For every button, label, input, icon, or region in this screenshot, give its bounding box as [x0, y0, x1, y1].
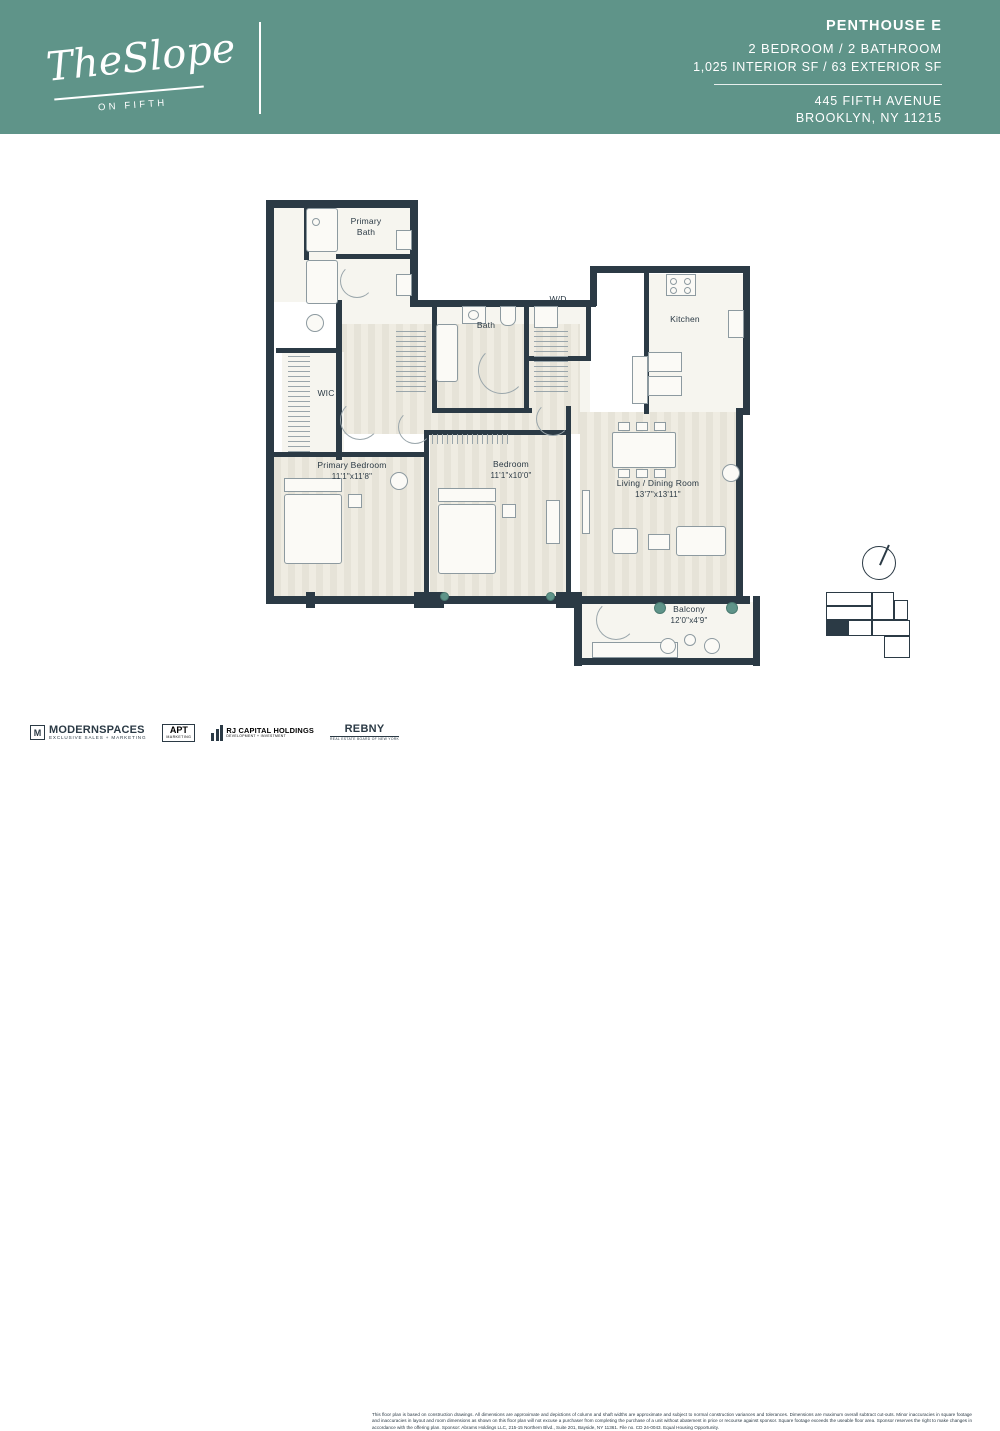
partition-bedroom-east — [566, 430, 571, 598]
balcony-wall-east — [753, 596, 760, 666]
sofa — [676, 526, 726, 556]
logo-rj-capital[interactable] — [211, 725, 314, 741]
dining-table — [612, 432, 676, 468]
kitchen-island — [632, 356, 648, 404]
planter-living-window — [546, 592, 555, 601]
burner-icon-1 — [670, 278, 677, 285]
key-plan-block-5 — [872, 620, 910, 636]
balcony-door-swing — [596, 600, 636, 640]
label-bedroom: Bedroom 11'1"x10'0" — [490, 459, 532, 480]
label-primary-bath: Primary Bath — [350, 216, 382, 237]
dining-chair-2 — [636, 422, 648, 431]
key-plan-block-6 — [884, 636, 910, 658]
wic-hatch — [288, 356, 310, 452]
window-marker-1 — [306, 592, 315, 608]
partition-wd-east — [586, 300, 591, 360]
key-plan-block-4 — [848, 620, 872, 636]
shower-drain-icon — [312, 218, 320, 226]
exterior-wall-north-left — [266, 200, 418, 208]
closet-hatch-1 — [396, 330, 426, 392]
coffee-table — [648, 534, 670, 550]
window-marker-3 — [556, 592, 582, 608]
project-logo-subtitle: ON FIFTH — [97, 97, 168, 114]
logo-apt-marketing[interactable] — [162, 724, 195, 741]
modern-spaces-tagline: EXCLUSIVE SALES + MARKETING — [49, 735, 147, 741]
armchair — [612, 528, 638, 554]
key-plan-block-1 — [826, 592, 872, 606]
apt-tagline: MARKETING — [166, 734, 192, 739]
partition-wic-top — [276, 348, 342, 353]
exterior-wall-east-upper — [743, 266, 750, 414]
label-bath: Bath — [476, 320, 496, 330]
address-line-1: 445 FIFTH AVENUE — [814, 94, 942, 108]
header-banner — [0, 0, 1000, 134]
dining-chair-1 — [618, 422, 630, 431]
bedroom-door-swing — [536, 402, 570, 436]
bedroom-dresser — [546, 500, 560, 544]
balcony-chair-2 — [704, 638, 720, 654]
primary-nightstand — [348, 494, 362, 508]
burner-icon-3 — [670, 287, 677, 294]
legal-disclaimer: This floor plan is based on construction drawings. All dimensions are approximate and depictions of column and shaft widths are approximate and subject to normal construction variances and tolerances. Dimensions are maximum overall subtract cut-outs. Minor inaccuracies in square footage and inaccuracies in layout and room dimensions as shown on this floor plan will not excuse a purchaser from completing the purchase of a unit without abatement in price or recourse against sponsor. Square footage exceeds the useable floor area. Sponsor reserves the right to make changes in accordance with the offering plan. Sponsor: Abrams Holdings LLC, 215-15 Northern Blvd., Suite 201, Bayside, NY 11361. File no. CD 24-0043. Equal Housing Opportunity. — [372, 1412, 972, 1430]
exterior-wall-east — [736, 408, 743, 604]
dining-chair-6 — [654, 469, 666, 478]
partition-primary-bedroom-north — [272, 452, 428, 457]
wic-door-swing — [340, 400, 380, 440]
header-divider — [259, 22, 261, 114]
unit-info — [693, 18, 942, 125]
exterior-wall-south — [266, 596, 750, 604]
bedroom-closet-hatch — [432, 434, 510, 444]
unit-bedrooms-bathrooms: 2 BEDROOM / 2 BATHROOM — [748, 41, 942, 56]
logo-rebny[interactable] — [330, 724, 399, 742]
bath-sink-icon — [468, 310, 479, 320]
balcony-chair-1 — [660, 638, 676, 654]
key-plan-block-2 — [826, 606, 872, 620]
apt-name: APT — [169, 725, 188, 736]
dining-chair-4 — [618, 469, 630, 478]
balcony-wall-south — [574, 658, 760, 665]
burner-icon-4 — [684, 287, 691, 294]
footer-logos — [30, 716, 399, 750]
label-living-dining: Living / Dining Room 13'7"x13'11" — [616, 478, 700, 499]
rebny-tagline: REAL ESTATE BOARD OF NEW YORK — [330, 737, 400, 742]
rj-capital-tagline: DEVELOPMENT + INVESTMENT — [226, 734, 287, 739]
dining-chair-3 — [654, 422, 666, 431]
logo-modern-spaces[interactable] — [30, 725, 146, 741]
bathtub — [436, 324, 458, 382]
rj-capital-mark — [211, 725, 223, 741]
exterior-wall-west — [266, 200, 274, 604]
rj-capital-name: RJ CAPITAL HOLDINGS — [226, 726, 315, 736]
label-washer-dryer: W/D — [549, 294, 567, 304]
unit-square-footage: 1,025 INTERIOR SF / 63 EXTERIOR SF — [693, 60, 942, 74]
footer — [0, 700, 1000, 1430]
balcony-table — [684, 634, 696, 646]
closet-hatch-2 — [534, 330, 568, 392]
key-plan-highlight-unit — [826, 620, 848, 636]
compass-needle — [879, 545, 889, 566]
rebny-name: REBNY — [344, 722, 385, 735]
planter-bedroom-window — [440, 592, 449, 601]
label-primary-bedroom: Primary Bedroom 11'1"x11'8" — [317, 460, 387, 481]
key-plan — [826, 586, 936, 666]
partition-primary-bath-2 — [336, 254, 416, 259]
compass-icon — [862, 546, 896, 580]
sink-round-icon — [306, 314, 324, 332]
key-plan-block-7 — [894, 600, 908, 620]
label-balcony: Balcony 12'0"x4'9" — [670, 604, 708, 625]
key-plan-block-3 — [872, 592, 894, 620]
project-logo-script: TheSlope — [44, 25, 238, 91]
partition-bath-south — [432, 408, 532, 413]
bath-door-swing — [478, 346, 526, 394]
kitchen-counter-2 — [648, 376, 682, 396]
partition-wic-east — [336, 348, 342, 460]
modern-spaces-mark: M — [30, 725, 45, 740]
primary-bath-door-swing — [340, 264, 374, 298]
unit-name: PENTHOUSE E — [825, 18, 942, 34]
bedroom-bed — [438, 504, 496, 574]
kitchen-counter-1 — [648, 352, 682, 372]
project-logo — [40, 25, 238, 118]
label-wic: WIC — [317, 388, 335, 398]
bedroom-headboard — [438, 488, 496, 502]
label-kitchen: Kitchen — [670, 314, 700, 324]
address-line-2: BROOKLYN, NY 11215 — [795, 111, 942, 125]
burner-icon-2 — [684, 278, 691, 285]
partition-bedroom-west — [424, 430, 429, 598]
refrigerator — [728, 310, 744, 338]
header-rule — [714, 84, 942, 85]
floor-plan-drawing — [0, 134, 1000, 694]
dining-chair-5 — [636, 469, 648, 478]
exterior-wall-north-right — [590, 266, 750, 273]
bedroom-nightstand — [502, 504, 516, 518]
washer-dryer-unit — [534, 306, 558, 328]
primary-bed — [284, 494, 342, 564]
primary-bedroom-door-swing — [398, 410, 432, 444]
vanity-primary — [396, 274, 412, 296]
tub-primary — [306, 260, 338, 304]
modern-spaces-name: MODERNSPACES — [49, 723, 145, 736]
